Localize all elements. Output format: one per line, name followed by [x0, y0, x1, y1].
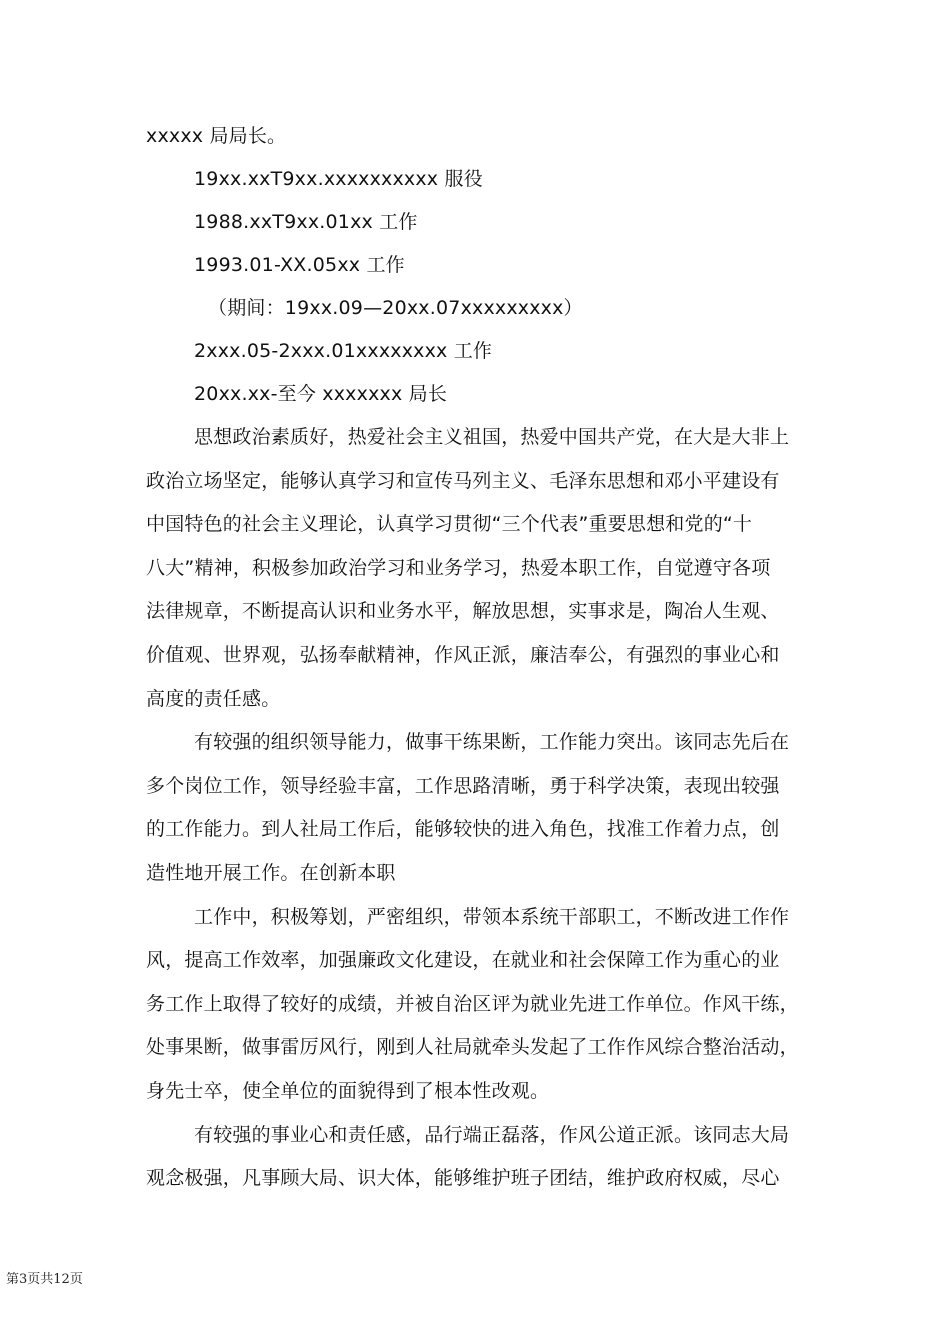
paragraph-responsibility	[146, 1114, 826, 1201]
paragraph-line: 有较强的事业心和责任感，品行端正磊落，作风公道正派。该同志大局	[194, 1123, 790, 1146]
paragraph-line: 价值观、世界观，弘扬奉献精神，作风正派，廉洁奉公，有强烈的事业心和	[146, 643, 780, 666]
paragraph-line: 风，提高工作效率，加强廉政文化建设，在就业和社会保障工作为重心的业	[146, 949, 780, 972]
paragraph-line: 工作中，积极筹划，严密组织，带领本系统干部职工，不断改进工作作	[194, 905, 790, 928]
paragraph-line: 处事果断，做事雷厉风行，刚到人社局就牵头发起了工作作风综合整治活动，	[146, 1036, 799, 1059]
paragraph-line: 八大”精神，积极参加政治学习和业务学习，热爱本职工作，自觉遵守各项	[146, 556, 771, 579]
paragraph-line: 造性地开展工作。在创新本职	[146, 861, 396, 884]
paragraph-line: 观念极强，凡事顾大局、识大体，能够维护班子团结，维护政府权威，尽心	[146, 1167, 780, 1190]
page-number: 第3页共12页	[6, 1272, 83, 1287]
paragraph-line: 多个岗位工作，领导经验丰富，工作思路清晰，勇于科学决策，表现出较强	[146, 774, 780, 797]
paragraph-line: 法律规章，不断提高认识和业务水平，解放思想，实事求是，陶冶人生观、	[146, 600, 780, 623]
paragraph-line: 务工作上取得了较好的成绩，并被自治区评为就业先进工作单位。作风干练，	[146, 992, 799, 1015]
paragraph-line: 的工作能力。到人社局工作后，能够较快的进入角色，找准工作着力点，创	[146, 818, 780, 841]
resume-note: （期间：19xx.09—20xx.07xxxxxxxxx）	[208, 297, 583, 319]
paragraph-line: 有较强的组织领导能力，做事干练果断，工作能力突出。该同志先后在	[194, 731, 790, 754]
paragraph-line: 身先士卒，使全单位的面貌得到了根本性改观。	[146, 1079, 550, 1102]
resume-entry: 1988.xxT9xx.01xx 工作	[194, 211, 418, 233]
paragraph-line: 中国特色的社会主义理论，认真学习贯彻“三个代表”重要思想和党的“十	[146, 513, 753, 536]
resume-entry: 19xx.xxT9xx.xxxxxxxxxx 服役	[194, 168, 483, 190]
paragraph-line: 政治立场坚定，能够认真学习和宣传马列主义、毛泽东思想和邓小平建设有	[146, 469, 780, 492]
resume-entry: 1993.01-XX.05xx 工作	[194, 254, 405, 276]
paragraph-line: 高度的责任感。	[146, 687, 281, 710]
paragraph-leadership	[146, 721, 826, 895]
document-body	[146, 115, 826, 1201]
paragraph-line: 思想政治素质好，热爱社会主义祖国，热爱中国共产党，在大是大非上	[194, 426, 790, 448]
resume-entry: 2xxx.05-2xxx.01xxxxxxxx 工作	[194, 340, 493, 362]
paragraph-work	[146, 896, 826, 1114]
text-line: xxxxx 局局长。	[146, 125, 287, 147]
resume-entry: 20xx.xx-至今 xxxxxxx 局长	[194, 383, 448, 405]
paragraph-political	[146, 416, 826, 721]
